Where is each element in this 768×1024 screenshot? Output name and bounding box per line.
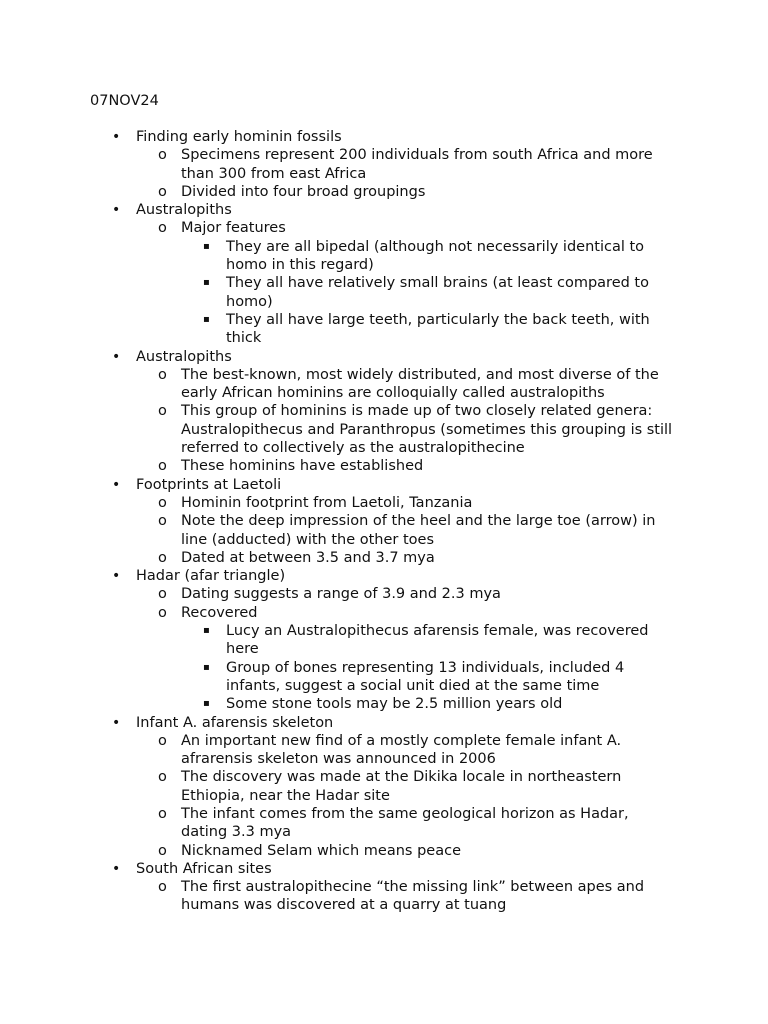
bullet-icon: ▪: [203, 661, 210, 673]
bullet-icon: o: [158, 458, 167, 475]
bullet-icon: •: [112, 129, 121, 145]
outline-item-level-2: [0, 768, 679, 805]
outline-item-text: Footprints at Laetoli: [136, 476, 282, 493]
outline-item-text: The infant comes from the same geological horizon as Hadar, dating 3.3 mya: [181, 805, 629, 841]
outline-item-level-2: [0, 585, 679, 603]
outline-item-level-1: [0, 714, 676, 732]
bullet-icon: o: [158, 549, 167, 566]
outline-item-text: Australopiths: [136, 348, 232, 365]
bullet-icon: o: [158, 220, 167, 237]
bullet-icon: o: [158, 183, 167, 200]
outline-item-level-2: [0, 457, 679, 475]
outline-item-level-3: [0, 695, 674, 713]
document-date: 07NOV24: [90, 93, 159, 109]
outline-item-text: Major features: [181, 220, 286, 237]
outline-item-text: Finding early hominin fossils: [136, 129, 342, 145]
outline-item-text: Lucy an Australopithecus afarensis female, was recovered here: [226, 623, 649, 658]
outline-item-text: Nicknamed Selam which means peace: [181, 842, 461, 859]
outline-item-level-3: [0, 622, 674, 659]
outline-item-text: They are all bipedal (although not necessarily identical to homo in this regard): [226, 238, 645, 274]
bullet-icon: o: [158, 842, 167, 859]
outline-item-text: The first australopithecine “the missing link” between apes and humans was discovered at a quarry at tuang: [181, 879, 645, 914]
outline-item-level-2: [0, 219, 679, 237]
outline-item-text: Group of bones representing 13 individuals, included 4 infants, suggest a social unit died at the same time: [226, 659, 625, 694]
bullet-icon: ▪: [203, 698, 210, 710]
bullet-icon: o: [158, 586, 167, 603]
outline-item-text: Divided into four broad groupings: [181, 183, 426, 200]
outline-item-level-1: [0, 201, 676, 219]
bullet-icon: o: [158, 147, 167, 164]
outline-item-level-2: [0, 805, 679, 842]
outline-item-level-2: [0, 366, 679, 403]
bullet-icon: •: [112, 202, 121, 219]
bullet-icon: •: [112, 476, 121, 493]
outline-item-text: This group of hominins is made up of two closely related genera: Australopithecus and Paranthropus (sometimes this grouping is still referred to collectively as the australopithecine: [181, 403, 673, 457]
outline-item-text: Hadar (afar triangle): [136, 568, 286, 585]
bullet-icon: •: [112, 860, 121, 877]
bullet-icon: •: [112, 348, 121, 365]
outline-item-level-1: [0, 567, 676, 585]
bullet-icon: o: [158, 769, 167, 786]
outline-item-text: The best-known, most widely distributed, and most diverse of the early African hominins are colloquially called australopiths: [181, 366, 659, 402]
outline-item-level-1: [0, 860, 676, 878]
outline-item-text: The discovery was made at the Dikika locale in northeastern Ethiopia, near the Hadar site: [181, 769, 622, 804]
outline-item-text: Dated at between 3.5 and 3.7 mya: [181, 549, 435, 566]
bullet-icon: o: [158, 403, 167, 420]
outline-item-text: Specimens represent 200 individuals from south Africa and more than 300 from east Africa: [181, 147, 653, 182]
bullet-icon: o: [158, 732, 167, 749]
outline-item-level-2: [0, 494, 679, 512]
outline-item-level-2: [0, 146, 679, 183]
outline-item-level-1: [0, 128, 676, 146]
outline-item-level-2: [0, 549, 679, 567]
outline-item-level-2: [0, 512, 679, 549]
bullet-icon: o: [158, 805, 167, 822]
bullet-icon: ▪: [203, 240, 210, 252]
outline-item-text: They all have relatively small brains (at least compared to homo): [226, 275, 649, 310]
outline-item-text: Australopiths: [136, 202, 232, 219]
outline-item-text: Dating suggests a range of 3.9 and 2.3 mya: [181, 586, 501, 603]
bullet-icon: o: [158, 366, 167, 383]
outline-item-text: Some stone tools may be 2.5 million years old: [226, 696, 563, 713]
bullet-icon: ▪: [203, 277, 210, 289]
bullet-icon: •: [112, 714, 121, 731]
outline-item-text: An important new find of a mostly complete female infant A. afrarensis skeleton was announced in 2006: [181, 732, 622, 768]
outline-item-level-2: [0, 842, 679, 860]
outline-item-level-1: [0, 476, 676, 494]
outline-item-level-3: [0, 238, 674, 275]
notes-outline: [0, 128, 768, 915]
outline-item-text: Infant A. afarensis skeleton: [136, 714, 334, 731]
bullet-icon: o: [158, 513, 167, 530]
outline-item-text: Recovered: [181, 604, 258, 621]
outline-item-level-2: [0, 183, 679, 201]
bullet-icon: ▪: [203, 313, 210, 325]
outline-item-level-3: [0, 659, 674, 696]
outline-item-text: These hominins have established: [181, 458, 424, 475]
bullet-icon: o: [158, 604, 167, 621]
outline-item-level-2: [0, 878, 679, 915]
outline-item-text: South African sites: [136, 860, 272, 877]
outline-item-level-2: [0, 402, 679, 457]
outline-item-level-1: [0, 348, 676, 366]
outline-item-level-2: [0, 604, 679, 622]
outline-item-level-3: [0, 274, 674, 311]
outline-item-text: Hominin footprint from Laetoli, Tanzania: [181, 494, 473, 511]
outline-item-level-2: [0, 732, 679, 769]
bullet-icon: •: [112, 568, 121, 585]
outline-item-text: Note the deep impression of the heel and the large toe (arrow) in line (adducted) with the other toes: [181, 513, 656, 548]
outline-item-level-3: [0, 311, 674, 348]
bullet-icon: o: [158, 494, 167, 511]
bullet-icon: o: [158, 879, 167, 896]
outline-item-text: They all have large teeth, particularly the back teeth, with thick: [226, 311, 650, 347]
bullet-icon: ▪: [203, 625, 210, 637]
